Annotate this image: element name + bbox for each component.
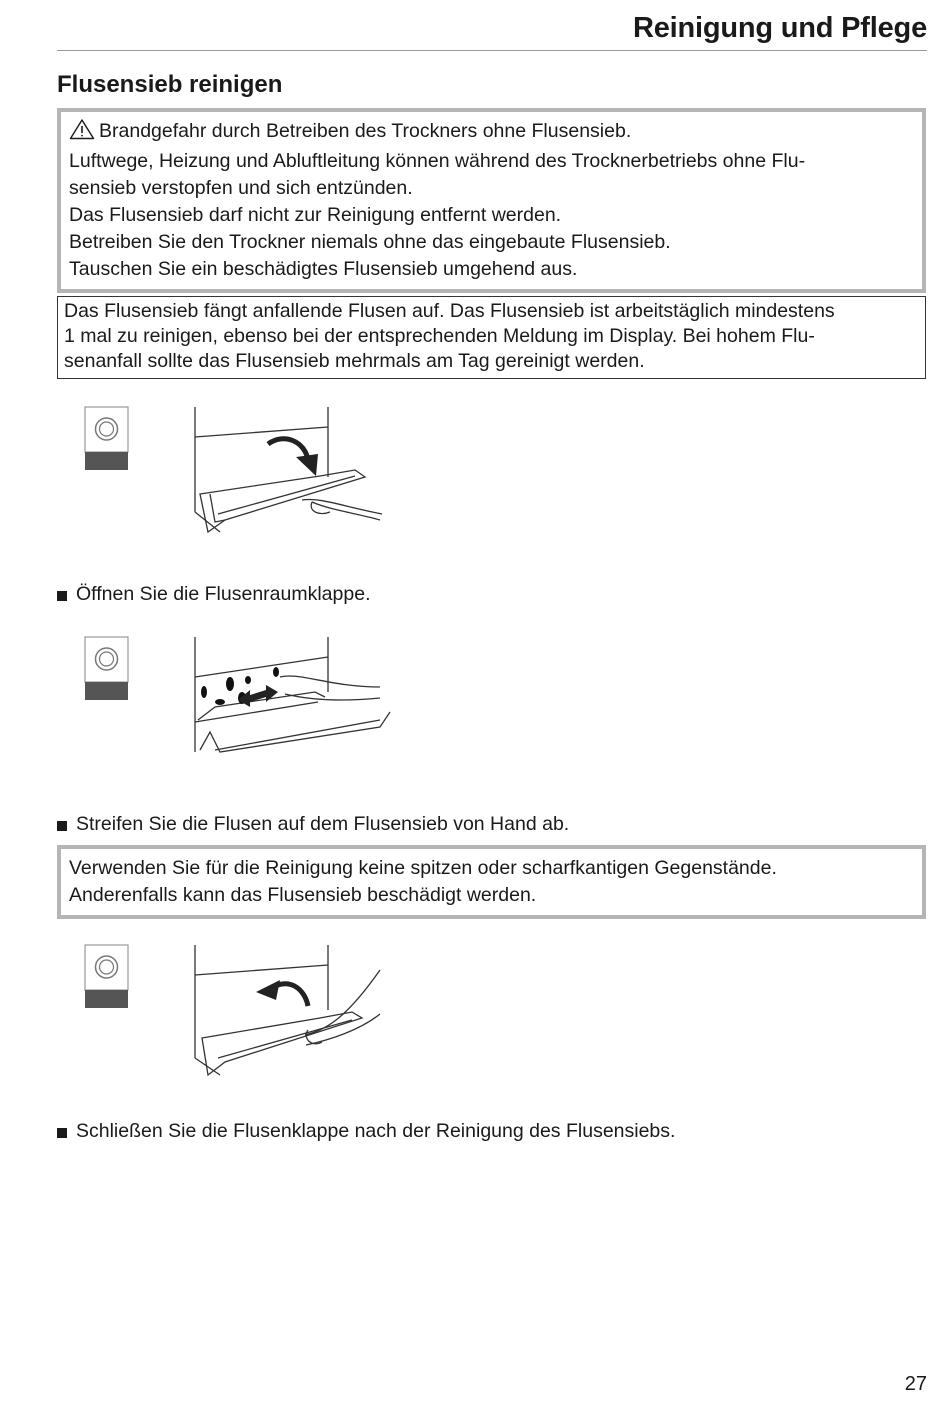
info-line: Das Flusensieb fängt anfallende Flusen auf. Das Flusensieb ist arbeitstäglich mindestens [64, 300, 835, 322]
fire-warning-box [57, 108, 926, 293]
warning-line: Tauschen Sie ein beschädigtes Flusensieb umgehend aus. [69, 258, 578, 280]
dryer-symbol-icon [85, 407, 128, 470]
step-text: Schließen Sie die Flusenklappe nach der Reinigung des Flusensiebs. [76, 1120, 676, 1142]
info-box [57, 296, 926, 379]
info-line: 1 mal zu reinigen, ebenso bei der entsprechenden Meldung im Display. Bei hohem Flu- [64, 325, 815, 347]
step-text: Streifen Sie die Flusen auf dem Flusensieb von Hand ab. [76, 813, 570, 835]
caution-line: Verwenden Sie für die Reinigung keine spitzen oder scharfkantigen Gegenstände. [69, 857, 777, 879]
header-divider [57, 50, 927, 51]
wipe-lint-illustration [80, 632, 400, 787]
step-text: Öffnen Sie die Flusenraumklappe. [76, 583, 371, 605]
step-close-flap [57, 1120, 675, 1143]
open-flap-illustration [80, 402, 400, 557]
dryer-symbol-icon [85, 945, 128, 1008]
close-flap-illustration [80, 940, 400, 1095]
warning-line: Betreiben Sie den Trockner niemals ohne das eingebaute Flusensieb. [69, 231, 671, 253]
chapter-title: Reinigung und Pflege [632, 12, 927, 44]
warning-line: Brandgefahr durch Betreiben des Trockners ohne Flusensieb. [99, 120, 632, 142]
warning-line: sensieb verstopfen und sich entzünden. [69, 177, 413, 199]
section-title: Flusensieb reinigen [57, 71, 283, 98]
page-number: 27 [904, 1373, 927, 1395]
dryer-symbol-icon [85, 637, 128, 700]
caution-line: Anderenfalls kann das Flusensieb beschädigt werden. [69, 884, 537, 906]
caution-box [57, 845, 926, 919]
warning-headline [69, 118, 912, 148]
bullet-icon [57, 1128, 67, 1138]
warning-line: Das Flusensieb darf nicht zur Reinigung entfernt werden. [69, 204, 562, 226]
step-open-flap [57, 583, 370, 606]
warning-triangle-icon [69, 118, 95, 148]
step-wipe-lint [57, 813, 569, 836]
warning-line: Luftwege, Heizung und Abluftleitung können während des Trocknerbetriebs ohne Flu- [69, 150, 806, 172]
info-line: senanfall sollte das Flusensieb mehrmals am Tag gereinigt werden. [64, 350, 645, 372]
bullet-icon [57, 821, 67, 831]
bullet-icon [57, 591, 67, 601]
